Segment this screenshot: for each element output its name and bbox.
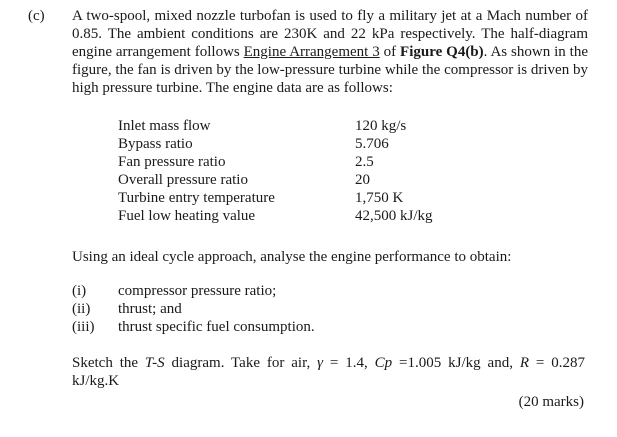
r-symbol: R: [519, 355, 530, 371]
data-label: Fuel low heating value: [118, 208, 256, 224]
data-row-fuel-heating-value: [118, 207, 433, 225]
data-value: 120 kg/s: [355, 118, 407, 134]
data-value: 1,750 K: [355, 190, 404, 206]
cp-symbol: Cp: [374, 355, 393, 371]
intro-text-mid: of: [379, 44, 401, 60]
data-label: Bypass ratio: [118, 136, 193, 152]
ts-diagram-term: T-S: [144, 355, 165, 371]
figure-reference: Figure Q4(b): [400, 44, 484, 60]
data-row-bypass-ratio: [118, 135, 389, 153]
part-text: thrust; and: [118, 301, 182, 317]
part-number: (ii): [72, 301, 91, 317]
data-row-inlet-mass-flow: [118, 117, 407, 135]
data-value: 2.5: [355, 154, 374, 170]
sketch-text: Sketch the: [72, 355, 145, 371]
data-row-overall-pressure-ratio: [118, 171, 370, 189]
data-label: Inlet mass flow: [118, 118, 211, 134]
data-label: Fan pressure ratio: [118, 154, 226, 170]
data-value: 5.706: [355, 136, 389, 152]
data-label: Turbine entry temperature: [118, 190, 275, 206]
part-number: (i): [72, 283, 87, 299]
question-intro: [72, 7, 588, 97]
sketch-text: = 1.4,: [323, 355, 375, 371]
marks-label: (20 marks): [518, 394, 584, 410]
sketch-text: = 0.287 kJ/kg.K: [72, 355, 585, 389]
data-value: 42,500 kJ/kg: [355, 208, 433, 224]
data-row-fan-pressure-ratio: [118, 153, 374, 171]
intro-text-end: . As shown in the figure, the fan is driven by the low-pressure turbine while the compressor is driven by high pressure turbine. The engine data are as follows:: [72, 44, 588, 96]
sketch-text: diagram. Take for air,: [164, 355, 318, 371]
part-number: (iii): [72, 319, 95, 335]
sketch-text: =1.005 kJ/kg and,: [392, 355, 520, 371]
data-row-turbine-entry-temperature: [118, 189, 404, 207]
sketch-instruction: [72, 354, 585, 390]
part-text: compressor pressure ratio;: [118, 283, 277, 299]
part-text: thrust specific fuel consumption.: [118, 319, 315, 335]
data-value: 20: [355, 172, 370, 188]
engine-arrangement-link: Engine Arrangement 3: [243, 44, 380, 60]
instruction-text: Using an ideal cycle approach, analyse the engine performance to obtain:: [72, 249, 512, 265]
gamma-symbol: γ: [317, 355, 324, 371]
data-label: Overall pressure ratio: [118, 172, 248, 188]
intro-text-start: A two-spool, mixed nozzle turbofan is used to fly a military jet at a Mach number of 0.85. The ambient conditions are 230K and 22 kPa respectively. The half-diagram engine arrangement follows: [72, 8, 588, 60]
question-label: (c): [28, 8, 45, 24]
